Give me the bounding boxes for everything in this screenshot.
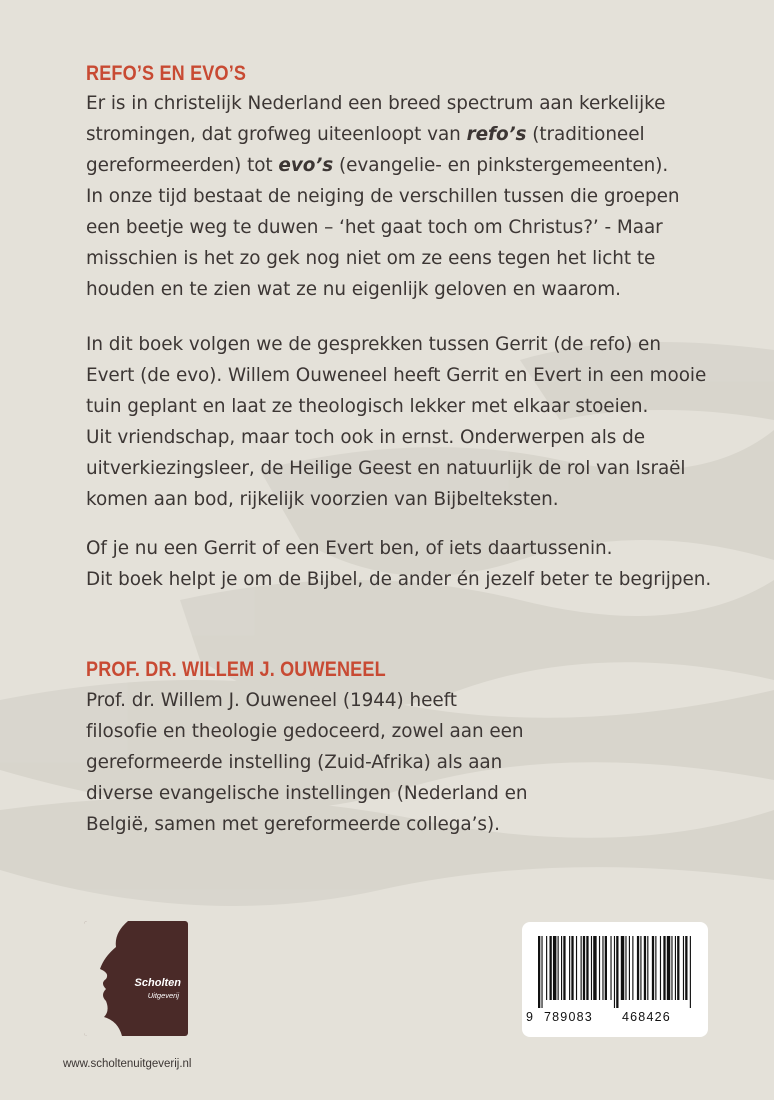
barcode-bar: [671, 936, 672, 1000]
section-heading-refos-evos: REFO’S EN EVO’S: [86, 62, 247, 85]
barcode-bar: [583, 936, 585, 1000]
text-line: gereformeerde instelling (Zuid-Afrika) als aan: [86, 752, 503, 773]
text-line: diverse evangelische instellingen (Nederland en: [86, 783, 528, 804]
barcode-bar: [563, 936, 565, 1000]
barcode-bar: [616, 936, 618, 1008]
barcode-bar: [652, 936, 654, 1000]
barcode-bar: [640, 936, 641, 1000]
barcode-bar: [605, 936, 607, 1000]
barcode-bar: [538, 936, 540, 1008]
barcode-bar: [553, 936, 556, 1000]
text-line: komen aan bod, rijkelijk voorzien van Bijbelteksten.: [86, 489, 559, 510]
barcode-first-digit: 9: [526, 1010, 535, 1024]
barcode-bar: [586, 936, 588, 1000]
barcode-digits-left: 789083: [544, 1010, 593, 1024]
text-line: uitverkiezingsleer, de Heilige Geest en natuurlijk de rol van Israël: [86, 458, 686, 479]
barcode-bar: [644, 936, 646, 1000]
emphasis-evos: evo’s: [278, 155, 334, 176]
barcode-bar: [655, 936, 656, 1000]
barcode-bar: [591, 936, 592, 1000]
text-line: In dit boek volgen we de gesprekken tussen Gerrit (de refo) en: [86, 334, 661, 355]
barcode-bar: [621, 936, 624, 1000]
publisher-logo: [84, 921, 188, 1036]
barcode-bar: [663, 936, 665, 1000]
text-line: Er is in christelijk Nederland een breed spectrum aan kerkelijke: [86, 93, 666, 114]
barcode-bar: [667, 936, 670, 1000]
barcode-bars: [534, 936, 696, 1008]
barcode-bar: [685, 936, 687, 1000]
barcode-bar: [541, 936, 542, 1008]
text-line: een beetje weg te duwen – ‘het gaat toch om Christus?’ - Maar: [86, 217, 663, 238]
emphasis-refos: refo’s: [466, 124, 527, 145]
text-line: België, samen met gereformeerde collega’s).: [86, 814, 500, 835]
text-line: misschien is het zo gek nog niet om ze eens tegen het licht te: [86, 248, 656, 269]
barcode-bar: [610, 936, 611, 1000]
barcode-bar: [683, 936, 684, 1000]
barcode-bar: [571, 936, 573, 1000]
text-line: Of je nu een Gerrit of een Evert ben, of iets daartussenin.: [86, 538, 613, 559]
barcode-digits-right: 468426: [622, 1010, 671, 1024]
barcode-bar: [660, 936, 661, 1000]
barcode-bar: [625, 936, 626, 1000]
text-line: tuin geplant en laat ze theologisch lekker met elkaar stoeien.: [86, 396, 649, 417]
text-line: houden en te zien wat ze nu eigenlijk geloven en waarom.: [86, 279, 621, 300]
barcode-bar: [558, 936, 559, 1000]
barcode-bar: [561, 936, 562, 1000]
text-line: Prof. dr. Willem J. Ouweneel (1944) heeft: [86, 690, 457, 711]
barcode-bar: [599, 936, 600, 1000]
publisher-logo-subtitle: Uitgeverij: [147, 991, 179, 1000]
section-heading-author: PROF. DR. WILLEM J. OUWENEEL: [86, 658, 386, 681]
text-line: filosofie en theologie gedoceerd, zowel aan een: [86, 721, 524, 742]
book-description-paragraph: [86, 329, 746, 515]
barcode-bar: [593, 936, 596, 1000]
barcode-bar: [632, 936, 633, 1000]
barcode-bar: [629, 936, 630, 1000]
barcode-bar: [602, 936, 603, 1000]
author-bio-paragraph: [86, 685, 746, 840]
barcode-bar: [637, 936, 639, 1000]
barcode-bar: [675, 936, 676, 1000]
text-line: gereformeerden) tot evo’s (evangelie- en pinkstergemeenten).: [86, 155, 669, 176]
closing-paragraph: [86, 533, 746, 595]
barcode-bar: [614, 936, 615, 1008]
barcode-bar: [569, 936, 570, 1000]
barcode-bar: [546, 936, 547, 1000]
barcode-bar: [690, 936, 691, 1008]
text-line: Evert (de evo). Willem Ouweneel heeft Gerrit en Evert in een mooie: [86, 365, 707, 386]
publisher-logo-name: Scholten: [134, 977, 181, 989]
barcode-bar: [550, 936, 552, 1000]
text-line: Uit vriendschap, maar toch ook in ernst. Onderwerpen als de: [86, 427, 645, 448]
intro-paragraph: [86, 88, 746, 305]
text-line: stromingen, dat grofweg uiteenloopt van refo’s (traditioneel: [86, 124, 645, 145]
isbn-barcode: [522, 922, 708, 1037]
barcode-bar: [581, 936, 582, 1000]
text-line: Dit boek helpt je om de Bijbel, de ander én jezelf beter te begrijpen.: [86, 569, 712, 590]
barcode-bar: [647, 936, 648, 1000]
barcode-bar: [677, 936, 679, 1000]
publisher-website: www.scholtenuitgeverij.nl: [63, 1058, 192, 1070]
barcode-bar: [576, 936, 577, 1000]
text-line: In onze tijd bestaat de neiging de verschillen tussen die groepen: [86, 186, 680, 207]
